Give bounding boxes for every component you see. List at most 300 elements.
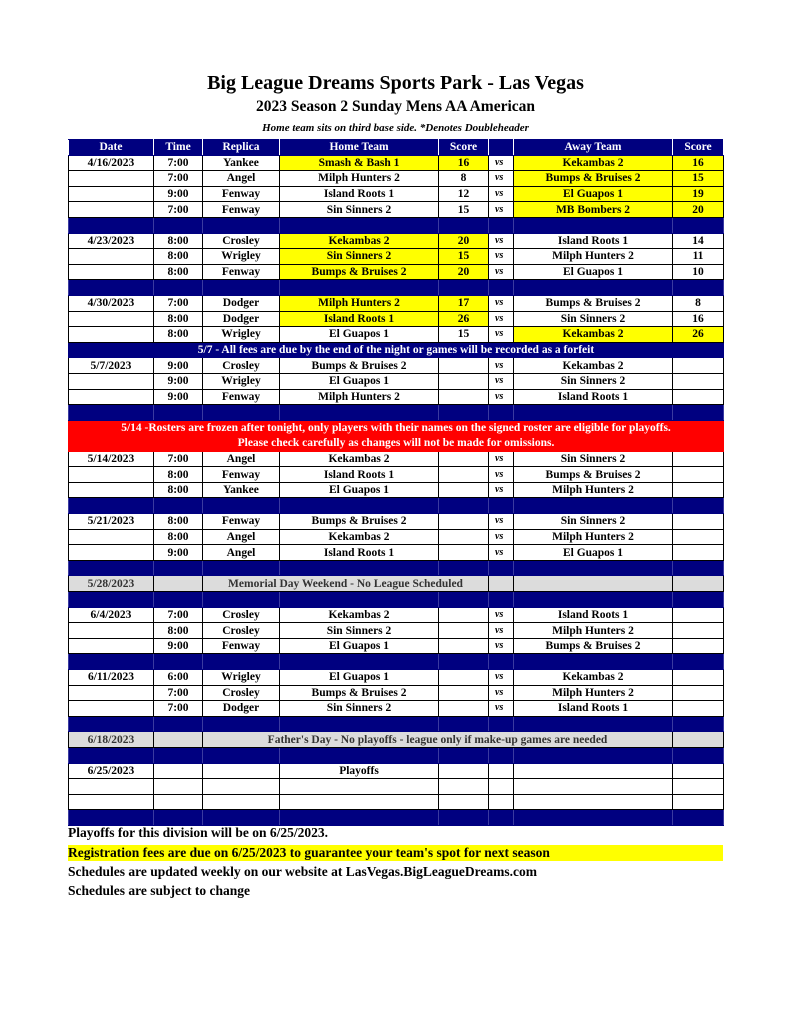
separator-cell	[673, 716, 724, 732]
separator-cell	[489, 716, 514, 732]
game-row	[69, 545, 724, 561]
separator-cell	[439, 280, 489, 296]
separator-cell	[280, 217, 439, 233]
away-score-cell: 16	[673, 155, 724, 171]
header-time: Time	[154, 140, 203, 156]
home-team-cell: Bumps & Bruises 2	[280, 358, 439, 374]
header-home-score: Score	[439, 140, 489, 156]
home-team-cell: Island Roots 1	[280, 186, 439, 202]
vs-cell	[489, 576, 514, 592]
date-cell	[69, 327, 154, 343]
separator-cell	[203, 280, 280, 296]
home-team-cell: Smash & Bash 1	[280, 155, 439, 171]
away-team-cell	[514, 794, 673, 810]
time-cell: 9:00	[154, 358, 203, 374]
footer-subject-to-change: Schedules are subject to change	[68, 883, 250, 898]
home-score-cell: 12	[439, 186, 489, 202]
separator-cell	[439, 810, 489, 826]
away-score-cell	[673, 638, 724, 654]
home-team-cell: Sin Sinners 2	[280, 701, 439, 717]
game-row	[69, 389, 724, 405]
separator-cell	[69, 560, 154, 576]
away-team-cell	[514, 576, 673, 592]
separator-cell	[439, 592, 489, 608]
game-row	[69, 155, 724, 171]
game-row	[69, 373, 724, 389]
separator-cell	[280, 747, 439, 763]
away-team-cell: Milph Hunters 2	[514, 249, 673, 265]
replica-cell: Crosley	[203, 623, 280, 639]
away-score-cell: 11	[673, 249, 724, 265]
home-score-cell: 15	[439, 202, 489, 218]
separator-cell	[69, 654, 154, 670]
no-games-message: Father's Day - No playoffs - league only if make-up games are needed	[203, 732, 673, 748]
separator-cell	[280, 654, 439, 670]
separator-cell	[673, 592, 724, 608]
vs-label	[489, 794, 514, 810]
home-score-cell: 17	[439, 295, 489, 311]
separator-cell	[69, 405, 154, 421]
replica-cell: Yankee	[203, 482, 280, 498]
separator-cell	[203, 810, 280, 826]
time-cell: 8:00	[154, 467, 203, 483]
separator-row	[69, 217, 724, 233]
game-row	[69, 311, 724, 327]
away-team-cell: Milph Hunters 2	[514, 685, 673, 701]
away-score-cell	[673, 482, 724, 498]
vs-label: vs	[489, 186, 514, 202]
home-team-cell: Playoffs	[280, 763, 439, 779]
separator-cell	[489, 498, 514, 514]
time-cell: 8:00	[154, 249, 203, 265]
away-team-cell: Milph Hunters 2	[514, 482, 673, 498]
replica-cell: Fenway	[203, 467, 280, 483]
date-cell	[69, 171, 154, 187]
game-row	[69, 249, 724, 265]
separator-cell	[203, 560, 280, 576]
date-cell: 4/16/2023	[69, 155, 154, 171]
vs-label: vs	[489, 482, 514, 498]
replica-cell: Angel	[203, 545, 280, 561]
date-cell	[69, 311, 154, 327]
separator-cell	[673, 560, 724, 576]
date-cell	[69, 779, 154, 795]
home-team-cell: El Guapos 1	[280, 327, 439, 343]
home-team-cell: El Guapos 1	[280, 482, 439, 498]
separator-cell	[514, 810, 673, 826]
home-score-cell: 8	[439, 171, 489, 187]
home-score-cell	[439, 358, 489, 374]
home-team-cell	[280, 794, 439, 810]
date-cell: 4/23/2023	[69, 233, 154, 249]
replica-cell: Fenway	[203, 202, 280, 218]
separator-cell	[673, 498, 724, 514]
away-score-cell: 8	[673, 295, 724, 311]
home-team-cell: Island Roots 1	[280, 467, 439, 483]
separator-cell	[154, 592, 203, 608]
separator-cell	[514, 716, 673, 732]
replica-cell	[203, 763, 280, 779]
vs-label: vs	[489, 467, 514, 483]
home-team-cell: Kekambas 2	[280, 451, 439, 467]
schedule-note: Home team sits on third base side. *Denotes Doubleheader	[262, 122, 529, 134]
separator-cell	[280, 560, 439, 576]
separator-cell	[69, 716, 154, 732]
home-team-cell: Island Roots 1	[280, 545, 439, 561]
vs-label: vs	[489, 264, 514, 280]
separator-cell	[489, 747, 514, 763]
time-cell: 7:00	[154, 451, 203, 467]
time-cell: 8:00	[154, 233, 203, 249]
separator-cell	[489, 810, 514, 826]
home-team-cell: Milph Hunters 2	[280, 389, 439, 405]
replica-cell: Wrigley	[203, 249, 280, 265]
home-score-cell	[439, 467, 489, 483]
separator-cell	[514, 498, 673, 514]
game-row	[69, 607, 724, 623]
replica-cell: Angel	[203, 451, 280, 467]
away-team-cell: Bumps & Bruises 2	[514, 295, 673, 311]
away-team-cell: Bumps & Bruises 2	[514, 467, 673, 483]
replica-cell	[203, 794, 280, 810]
time-cell	[154, 732, 203, 748]
header-home-team: Home Team	[280, 140, 439, 156]
away-team-cell: Milph Hunters 2	[514, 529, 673, 545]
game-row	[69, 467, 724, 483]
separator-cell	[203, 716, 280, 732]
separator-cell	[154, 280, 203, 296]
home-score-cell: 20	[439, 233, 489, 249]
separator-cell	[514, 217, 673, 233]
game-row	[69, 327, 724, 343]
vs-label: vs	[489, 155, 514, 171]
no-games-row	[69, 732, 724, 748]
date-cell	[69, 264, 154, 280]
date-cell	[69, 389, 154, 405]
away-team-cell: Kekambas 2	[514, 670, 673, 686]
replica-cell: Fenway	[203, 186, 280, 202]
replica-cell: Crosley	[203, 233, 280, 249]
away-score-cell: 19	[673, 186, 724, 202]
date-cell	[69, 638, 154, 654]
separator-cell	[203, 654, 280, 670]
away-team-cell: Sin Sinners 2	[514, 311, 673, 327]
home-team-cell: Sin Sinners 2	[280, 623, 439, 639]
separator-cell	[489, 560, 514, 576]
game-row	[69, 701, 724, 717]
separator-cell	[514, 560, 673, 576]
home-score-cell: 15	[439, 327, 489, 343]
date-cell: 6/18/2023	[69, 732, 154, 748]
away-team-cell: Bumps & Bruises 2	[514, 638, 673, 654]
home-team-cell: Island Roots 1	[280, 311, 439, 327]
away-team-cell	[514, 763, 673, 779]
separator-cell	[514, 654, 673, 670]
header-replica: Replica	[203, 140, 280, 156]
home-score-cell	[439, 701, 489, 717]
away-score-cell: 26	[673, 327, 724, 343]
home-score-cell	[439, 623, 489, 639]
replica-cell	[203, 779, 280, 795]
replica-cell: Wrigley	[203, 327, 280, 343]
home-team-cell: Milph Hunters 2	[280, 171, 439, 187]
separator-cell	[489, 217, 514, 233]
away-team-cell: Island Roots 1	[514, 607, 673, 623]
time-cell	[154, 576, 203, 592]
replica-cell: Fenway	[203, 264, 280, 280]
vs-label: vs	[489, 311, 514, 327]
replica-cell: Fenway	[203, 389, 280, 405]
separator-cell	[154, 810, 203, 826]
separator-cell	[673, 810, 724, 826]
separator-cell	[673, 654, 724, 670]
separator-row	[69, 810, 724, 826]
game-row	[69, 451, 724, 467]
home-team-cell: Bumps & Bruises 2	[280, 685, 439, 701]
away-team-cell: El Guapos 1	[514, 186, 673, 202]
separator-cell	[673, 280, 724, 296]
separator-cell	[514, 747, 673, 763]
replica-cell: Angel	[203, 529, 280, 545]
separator-cell	[439, 747, 489, 763]
time-cell: 8:00	[154, 482, 203, 498]
game-row	[69, 264, 724, 280]
separator-row	[69, 654, 724, 670]
away-score-cell: 14	[673, 233, 724, 249]
roster-notice-line1: 5/14 -Rosters are frozen after tonight, only players with their names on the signed roster are eligible for playoffs.	[121, 421, 671, 434]
vs-label	[489, 763, 514, 779]
time-cell	[154, 763, 203, 779]
away-score-cell	[673, 358, 724, 374]
away-score-cell: 10	[673, 264, 724, 280]
away-score-cell	[673, 467, 724, 483]
notice-row	[69, 342, 724, 358]
home-score-cell	[439, 482, 489, 498]
vs-label: vs	[489, 249, 514, 265]
replica-cell: Wrigley	[203, 670, 280, 686]
away-score-cell: 16	[673, 311, 724, 327]
separator-cell	[280, 716, 439, 732]
home-team-cell: Kekambas 2	[280, 607, 439, 623]
away-team-cell: Island Roots 1	[514, 233, 673, 249]
separator-cell	[673, 405, 724, 421]
away-team-cell: Sin Sinners 2	[514, 514, 673, 530]
separator-cell	[439, 217, 489, 233]
time-cell: 7:00	[154, 607, 203, 623]
replica-cell: Crosley	[203, 685, 280, 701]
replica-cell: Dodger	[203, 311, 280, 327]
time-cell: 7:00	[154, 155, 203, 171]
away-score-cell	[673, 701, 724, 717]
home-team-cell: Bumps & Bruises 2	[280, 514, 439, 530]
separator-cell	[439, 716, 489, 732]
away-score-cell	[673, 576, 724, 592]
time-cell: 7:00	[154, 295, 203, 311]
vs-label: vs	[489, 701, 514, 717]
away-team-cell: El Guapos 1	[514, 264, 673, 280]
game-row	[69, 670, 724, 686]
separator-cell	[69, 217, 154, 233]
separator-cell	[280, 405, 439, 421]
separator-cell	[154, 747, 203, 763]
separator-cell	[203, 592, 280, 608]
separator-cell	[280, 280, 439, 296]
game-row	[69, 202, 724, 218]
vs-label: vs	[489, 373, 514, 389]
vs-label: vs	[489, 545, 514, 561]
game-row	[69, 685, 724, 701]
away-team-cell: Milph Hunters 2	[514, 623, 673, 639]
no-games-message: Memorial Day Weekend - No League Scheduled	[203, 576, 489, 592]
time-cell	[154, 794, 203, 810]
date-cell	[69, 249, 154, 265]
home-score-cell	[439, 685, 489, 701]
away-team-cell: Sin Sinners 2	[514, 373, 673, 389]
vs-label: vs	[489, 327, 514, 343]
separator-cell	[439, 498, 489, 514]
date-cell: 5/28/2023	[69, 576, 154, 592]
replica-cell: Fenway	[203, 638, 280, 654]
roster-notice-row	[69, 420, 724, 451]
roster-notice	[69, 420, 724, 451]
date-cell	[69, 202, 154, 218]
time-cell: 9:00	[154, 373, 203, 389]
home-team-cell: Kekambas 2	[280, 233, 439, 249]
away-score-cell	[673, 451, 724, 467]
separator-cell	[154, 498, 203, 514]
separator-cell	[203, 747, 280, 763]
vs-label: vs	[489, 623, 514, 639]
away-score-cell	[673, 545, 724, 561]
separator-cell	[280, 810, 439, 826]
vs-label: vs	[489, 202, 514, 218]
vs-label: vs	[489, 607, 514, 623]
home-score-cell	[439, 794, 489, 810]
away-team-cell: El Guapos 1	[514, 545, 673, 561]
separator-row	[69, 405, 724, 421]
game-row	[69, 514, 724, 530]
away-team-cell: Bumps & Bruises 2	[514, 171, 673, 187]
time-cell: 9:00	[154, 186, 203, 202]
separator-row	[69, 716, 724, 732]
replica-cell: Dodger	[203, 295, 280, 311]
date-cell	[69, 482, 154, 498]
vs-label: vs	[489, 451, 514, 467]
footer-playoffs: Playoffs for this division will be on 6/25/2023.	[68, 825, 329, 840]
game-row	[69, 779, 724, 795]
game-row	[69, 482, 724, 498]
home-team-cell: Sin Sinners 2	[280, 249, 439, 265]
vs-label: vs	[489, 171, 514, 187]
away-score-cell	[673, 514, 724, 530]
time-cell: 9:00	[154, 389, 203, 405]
home-team-cell: El Guapos 1	[280, 373, 439, 389]
header-away-team: Away Team	[514, 140, 673, 156]
page-subtitle: 2023 Season 2 Sunday Mens AA American	[255, 98, 536, 115]
separator-cell	[69, 280, 154, 296]
home-score-cell: 16	[439, 155, 489, 171]
vs-label: vs	[489, 670, 514, 686]
date-cell: 5/14/2023	[69, 451, 154, 467]
game-row	[69, 233, 724, 249]
table-header	[69, 140, 724, 156]
separator-cell	[514, 280, 673, 296]
home-team-cell: Kekambas 2	[280, 529, 439, 545]
schedule-table	[68, 139, 724, 826]
vs-label: vs	[489, 638, 514, 654]
header-away-score: Score	[673, 140, 724, 156]
game-row	[69, 186, 724, 202]
home-score-cell: 15	[439, 249, 489, 265]
header-vs	[489, 140, 514, 156]
separator-cell	[439, 654, 489, 670]
home-team-cell: El Guapos 1	[280, 638, 439, 654]
separator-row	[69, 747, 724, 763]
replica-cell: Dodger	[203, 701, 280, 717]
vs-label	[489, 779, 514, 795]
date-cell	[69, 186, 154, 202]
time-cell: 9:00	[154, 545, 203, 561]
separator-cell	[154, 217, 203, 233]
separator-cell	[69, 498, 154, 514]
away-team-cell: Sin Sinners 2	[514, 451, 673, 467]
date-cell	[69, 701, 154, 717]
game-row	[69, 358, 724, 374]
away-team-cell: Island Roots 1	[514, 701, 673, 717]
fees-notice: 5/7 - All fees are due by the end of the night or games will be recorded as a forfeit	[69, 342, 724, 358]
replica-cell: Crosley	[203, 607, 280, 623]
away-team-cell: Kekambas 2	[514, 358, 673, 374]
home-team-cell: Milph Hunters 2	[280, 295, 439, 311]
replica-cell: Angel	[203, 171, 280, 187]
vs-label: vs	[489, 529, 514, 545]
separator-cell	[69, 592, 154, 608]
vs-label: vs	[489, 358, 514, 374]
game-row	[69, 763, 724, 779]
date-cell	[69, 529, 154, 545]
home-team-cell: Sin Sinners 2	[280, 202, 439, 218]
replica-cell: Yankee	[203, 155, 280, 171]
home-team-cell: El Guapos 1	[280, 670, 439, 686]
date-cell	[69, 373, 154, 389]
separator-cell	[514, 405, 673, 421]
separator-cell	[203, 217, 280, 233]
separator-cell	[154, 716, 203, 732]
date-cell	[69, 685, 154, 701]
home-score-cell	[439, 545, 489, 561]
separator-row	[69, 498, 724, 514]
date-cell: 5/7/2023	[69, 358, 154, 374]
time-cell: 8:00	[154, 327, 203, 343]
time-cell: 7:00	[154, 171, 203, 187]
time-cell: 7:00	[154, 685, 203, 701]
replica-cell: Crosley	[203, 358, 280, 374]
away-score-cell	[673, 389, 724, 405]
separator-cell	[154, 405, 203, 421]
away-score-cell: 15	[673, 171, 724, 187]
date-cell: 6/4/2023	[69, 607, 154, 623]
time-cell: 8:00	[154, 623, 203, 639]
away-score-cell	[673, 670, 724, 686]
separator-cell	[673, 747, 724, 763]
game-row	[69, 623, 724, 639]
game-row	[69, 295, 724, 311]
away-team-cell: Kekambas 2	[514, 327, 673, 343]
home-score-cell	[439, 763, 489, 779]
game-row	[69, 794, 724, 810]
home-score-cell	[439, 529, 489, 545]
no-games-row	[69, 576, 724, 592]
